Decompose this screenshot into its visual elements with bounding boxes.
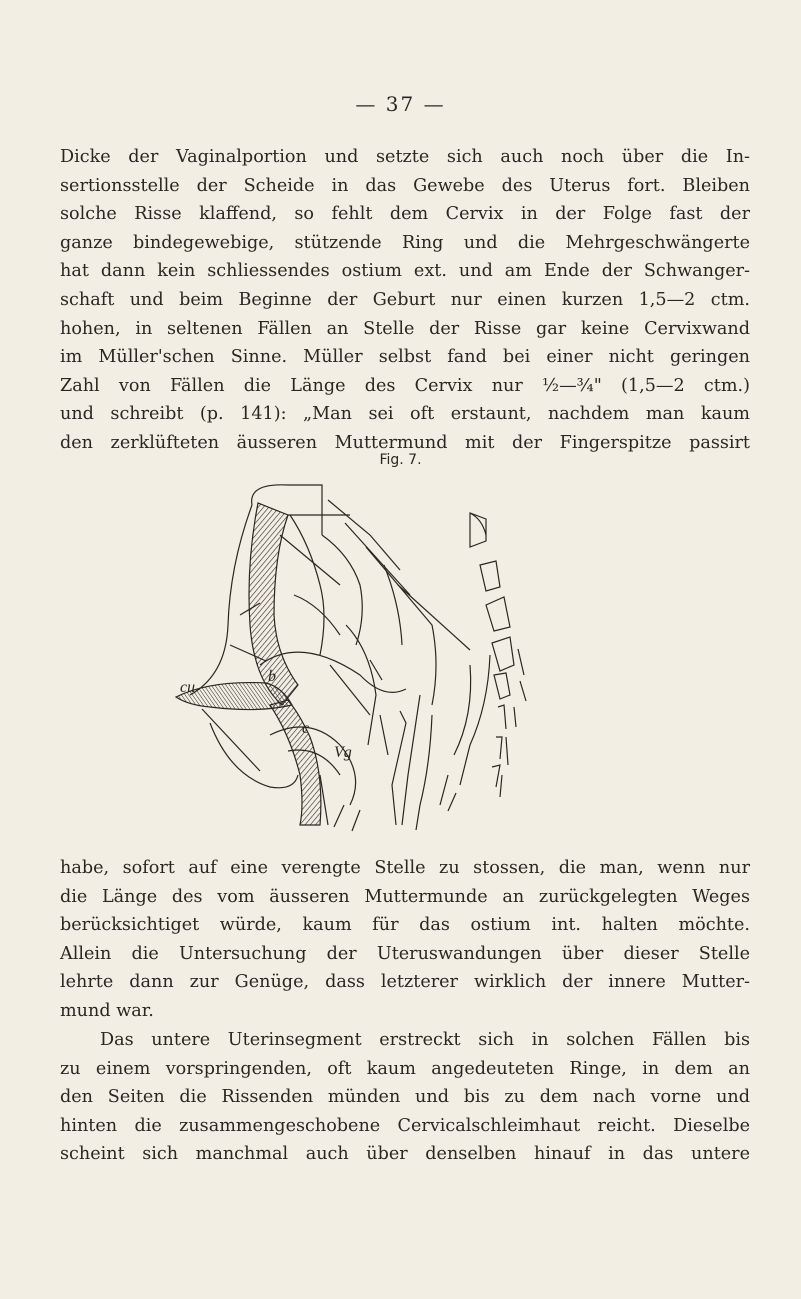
label-cu: cu (180, 679, 196, 696)
label-c: c (302, 720, 310, 737)
cervix-section-drawing (170, 475, 630, 835)
text-line: die Länge des vom äusseren Muttermunde an zurückgelegten Weges (60, 886, 750, 907)
text-line: hinten die zusammengeschobene Cervicalschleimhaut reicht. Dieselbe (60, 1115, 750, 1136)
page-number: — 37 — (355, 92, 446, 116)
text-line: hohen, in seltenen Fällen an Stelle der Risse gar keine Cervixwand (60, 318, 750, 339)
text-line: scheint sich manchmal auch über denselben hinauf in das untere (60, 1144, 750, 1165)
text-line: hat dann kein schliessendes ostium ext. und am Ende der Schwanger- (60, 261, 750, 282)
text-line: Allein die Untersuchung der Uteruswandungen über dieser Stelle (60, 943, 750, 964)
anatomical-figure (170, 475, 630, 835)
paragraph-2 (60, 854, 750, 1026)
text-line: zu einem vorspringenden, oft kaum angedeuteten Ringe, in dem an (60, 1058, 750, 1079)
text-line: Zahl von Fällen die Länge des Cervix nur ½—¾" (1,5—2 ctm.) (60, 375, 750, 396)
label-b: b (268, 668, 276, 685)
text-line: im Müller'schen Sinne. Müller selbst fand bei einer nicht geringen (60, 347, 750, 368)
text-line: den Seiten die Rissenden münden und bis zu dem nach vorne und (60, 1087, 750, 1108)
label-vg: Vg (334, 744, 352, 761)
text-line: berücksichtiget würde, kaum für das ostium int. halten möchte. (60, 915, 750, 936)
text-line: und schreibt (p. 141): „Man sei oft erstaunt, nachdem man kaum (60, 404, 750, 425)
text-line: solche Risse klaffend, so fehlt dem Cervix in der Folge fast der (60, 204, 750, 225)
text-line: mund war. (60, 1000, 154, 1021)
text-line: den zerklüfteten äusseren Muttermund mit der Fingerspitze passirt (60, 432, 750, 453)
paragraph-1 (60, 143, 750, 458)
text-line: ganze bindegewebige, stützende Ring und die Mehrgeschwängerte (60, 232, 750, 253)
text-line: Dicke der Vaginalportion und setzte sich auch noch über die In- (60, 147, 750, 167)
text-line: Das untere Uterinsegment erstreckt sich in solchen Fällen bis (100, 1030, 750, 1050)
text-line: schaft und beim Beginne der Geburt nur einen kurzen 1,5—2 ctm. (60, 289, 750, 310)
text-line: lehrte dann zur Genüge, dass letzterer wirklich der innere Mutter- (60, 972, 750, 993)
figure-caption: Fig. 7. (379, 452, 422, 468)
text-line: habe, sofort auf eine verengte Stelle zu stossen, die man, wenn nur (60, 858, 750, 878)
paragraph-3 (60, 1026, 750, 1169)
text-line: sertionsstelle der Scheide in das Gewebe des Uterus fort. Bleiben (60, 175, 750, 196)
